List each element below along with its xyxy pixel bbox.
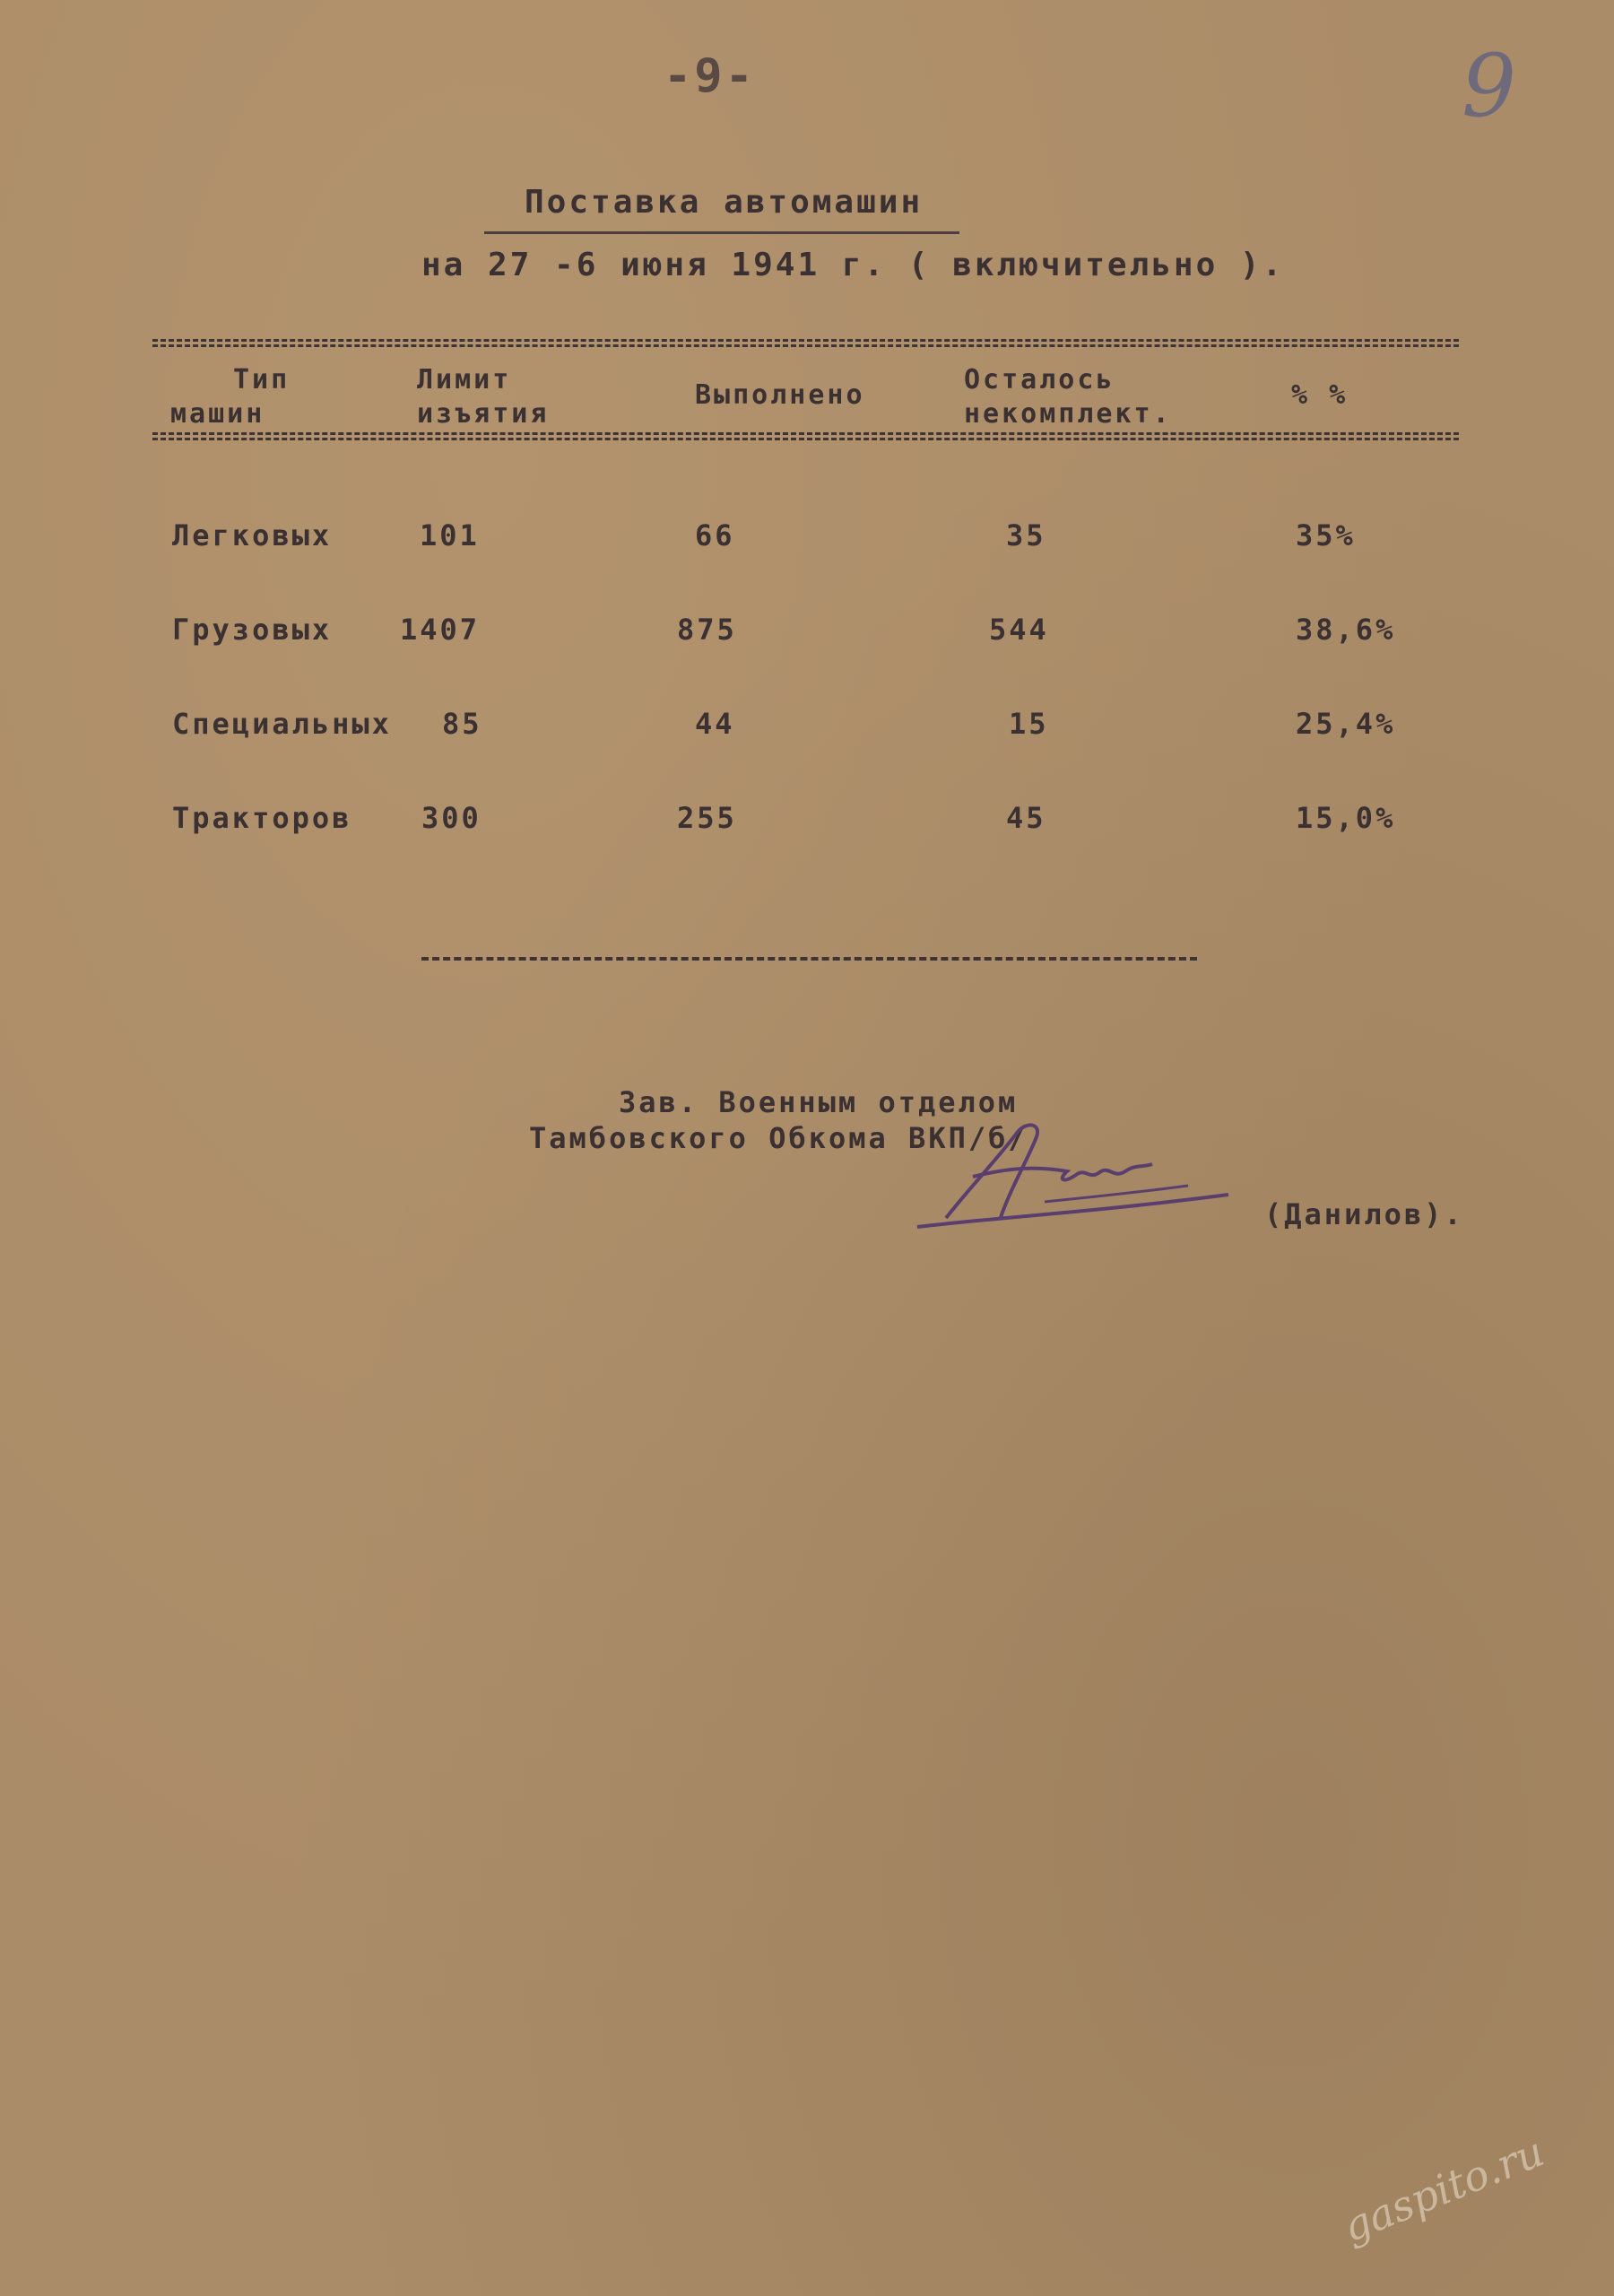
- table-top-rule: [152, 339, 1459, 348]
- header-remaining-line1: Осталось: [964, 364, 1115, 396]
- watermark: gaspito.ru: [1336, 2126, 1551, 2252]
- cell-remaining: 45: [1006, 801, 1046, 835]
- header-limit-line2: изъятия: [417, 398, 550, 430]
- header-percent: [1291, 378, 1348, 413]
- cell-type: Грузовых: [172, 613, 333, 647]
- cell-limit: 101: [420, 518, 480, 552]
- title-underline: [484, 231, 959, 234]
- cell-percent: 38,6%: [1296, 613, 1396, 647]
- page-number-typed: -9-: [664, 49, 756, 103]
- cell-type: Тракторов: [172, 801, 352, 835]
- cell-limit: 85: [442, 707, 482, 741]
- cell-remaining: 35: [1006, 518, 1046, 552]
- header-limit: [417, 363, 549, 431]
- cell-limit: 1407: [400, 613, 481, 647]
- cell-type: Легковых: [172, 518, 333, 552]
- document-title: Поставка автомашин: [525, 184, 924, 221]
- cell-done: 66: [695, 518, 735, 552]
- header-percent-line1: % %: [1291, 379, 1349, 411]
- cell-remaining: 15: [1009, 707, 1049, 741]
- signature-position-line2: Тамбовского Обкома ВКП/б/: [529, 1121, 1028, 1155]
- signature-position-line1: Зав. Военным отделом: [619, 1085, 1019, 1119]
- handwritten-signature: [910, 1112, 1233, 1238]
- document-subtitle: на 27 -6 июня 1941 г. ( включительно ).: [421, 247, 1285, 283]
- header-type-line2: машин: [170, 398, 265, 430]
- cell-type: Специальных: [172, 707, 392, 741]
- header-limit-line1: Лимит: [417, 364, 512, 396]
- cell-percent: 15,0%: [1296, 801, 1396, 835]
- header-type: [170, 363, 290, 431]
- cell-limit: 300: [421, 801, 482, 835]
- cell-percent: 25,4%: [1296, 707, 1396, 741]
- cell-percent: 35%: [1296, 518, 1356, 552]
- cell-done: 44: [695, 707, 735, 741]
- table-header-rule: [152, 432, 1459, 441]
- header-done: [695, 378, 865, 413]
- cell-done: 875: [677, 613, 737, 647]
- page-number-handwritten: 9: [1462, 36, 1517, 136]
- table-end-rule: [421, 957, 1197, 961]
- cell-remaining: 544: [989, 613, 1049, 647]
- header-remaining: [964, 363, 1172, 431]
- cell-done: 255: [677, 801, 737, 835]
- header-remaining-line2: некомплект.: [964, 398, 1172, 430]
- header-done-line1: Выполнено: [695, 379, 865, 411]
- signatory-name: (Данилов).: [1264, 1197, 1464, 1231]
- header-type-line1: Тип: [233, 364, 291, 396]
